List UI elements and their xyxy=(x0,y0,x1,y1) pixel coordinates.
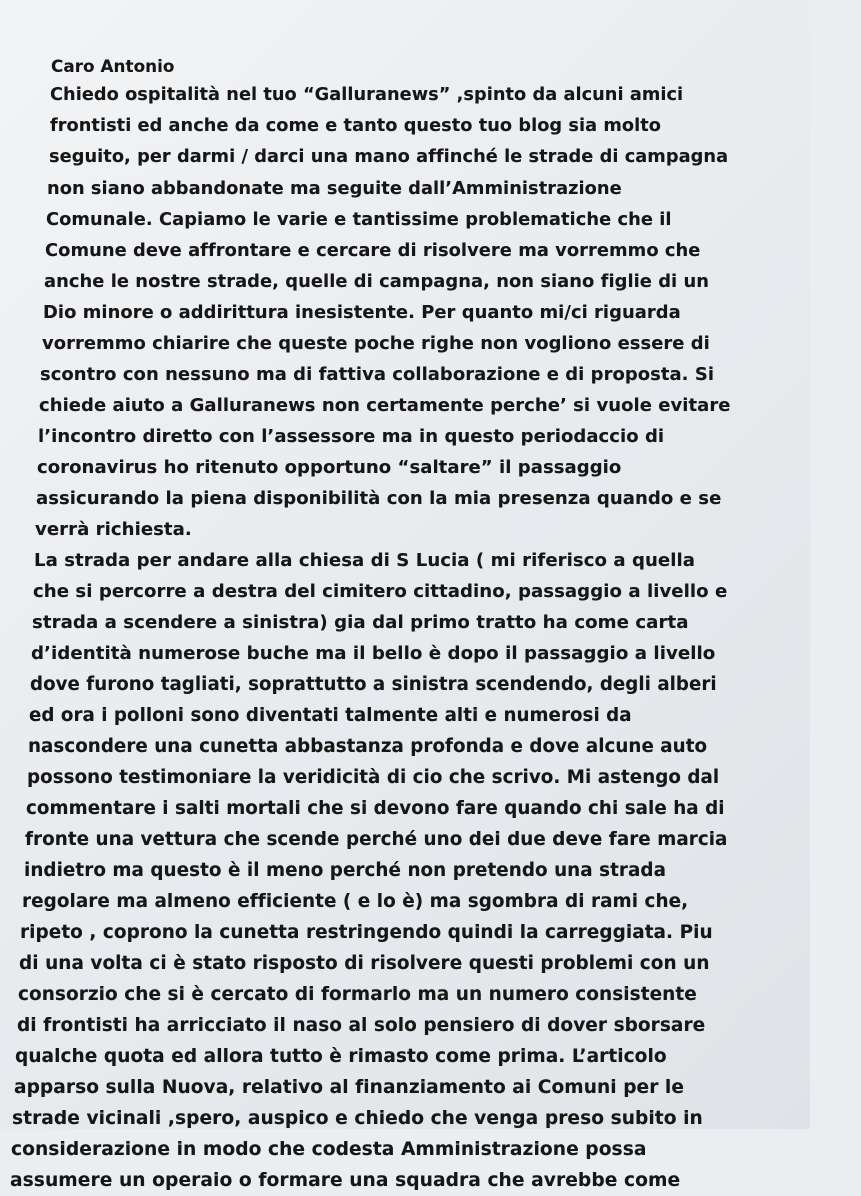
letter-line: regolare ma almeno efficiente ( e lo è) ma sgombra di rami che, xyxy=(22,891,689,912)
letter-line: assicurando la piena disponibilità con la mia presenza quando e se xyxy=(36,488,722,509)
letter-line: ripeto , coprono la cunetta restringendo quindi la carreggiata. Piu xyxy=(20,922,713,943)
letter-line: scontro con nessuno ma di fattiva collaborazione e di proposta. Si xyxy=(40,364,715,385)
letter-line: apparso sulla Nuova, relativo al finanziamento ai Comuni per le xyxy=(14,1077,685,1098)
letter-line: Chiedo ospitalità nel tuo “Galluranews” ,spinto da alcuni amici xyxy=(50,85,684,105)
letter-line: strada a scendere a sinistra) gia dal primo tratto ha come carta xyxy=(32,612,689,633)
letter-line: Comune deve affrontare e cercare di risolvere ma vorremmo che xyxy=(45,240,701,261)
letter-line: di frontisti ha arricciato il naso al solo pensiero di dover sborsare xyxy=(17,1015,706,1036)
letter-line: d’identità numerose buche ma il bello è dopo il passaggio a livello xyxy=(31,643,716,664)
letter-line: ed ora i polloni sono diventati talmente alti e numerosi da xyxy=(29,705,632,726)
letter-line: consorzio che si è cercato di formarlo ma un numero consistente xyxy=(18,984,697,1005)
letter-line: Comunale. Capiamo le varie e tantissime problematiche che il xyxy=(46,209,672,230)
letter-line: coronavirus ho ritenuto opportuno “saltare” il passaggio xyxy=(37,457,622,478)
letter-line: assumere un operaio o formare una squadra che avrebbe come xyxy=(10,1170,681,1191)
letter-line: che si percorre a destra del cimitero cittadino, passaggio a livello e xyxy=(33,581,728,602)
letter-line: non siano abbandonate ma seguite dall’Amministrazione xyxy=(47,178,622,199)
letter-line: dove furono tagliati, soprattutto a sinistra scendendo, degli alberi xyxy=(30,674,717,695)
letter-line: qualche quota ed allora tutto è rimasto come prima. L’articolo xyxy=(15,1046,667,1067)
letter-line: possono testimoniare la veridicità di cio che scrivo. Mi astengo dal xyxy=(27,767,720,788)
letter-line: l’incontro diretto con l’assessore ma in questo periodaccio di xyxy=(38,426,665,447)
letter-line: verrà richiesta. xyxy=(35,519,192,540)
letter-line: vorremmo chiarire che queste poche righe non vogliono essere di xyxy=(42,333,710,354)
letter-body xyxy=(0,53,810,1196)
letter-salutation: Caro Antonio xyxy=(51,56,175,76)
letter-line: indietro ma questo è il meno perché non pretendo una strada xyxy=(24,860,666,881)
letter-line: anche le nostre strade, quelle di campagna, non siano figlie di un xyxy=(44,271,710,292)
letter-line: considerazione in modo che codesta Amministrazione possa xyxy=(11,1139,647,1160)
letter-line: di una volta ci è stato risposto di risolvere questi problemi con un xyxy=(19,953,710,974)
letter-line: strade vicinali ,spero, auspico e chiedo che venga preso subito in xyxy=(12,1108,703,1129)
letter-line: fronte una vettura che scende perché uno dei due deve fare marcia xyxy=(25,829,728,850)
letter-line: commentare i salti mortali che si devono fare quando chi sale ha di xyxy=(26,798,725,819)
letter-line: chiede aiuto a Galluranews non certamente perche’ si vuole evitare xyxy=(39,395,731,416)
letter-line: La strada per andare alla chiesa di S Lucia ( mi riferisco a quella xyxy=(34,550,696,571)
letter-line: frontisti ed anche da come e tanto questo tuo blog sia molto xyxy=(50,116,661,136)
letter-line: Dio minore o addirittura inesistente. Per quanto mi/ci riguarda xyxy=(43,302,681,323)
letter-line: nascondere una cunetta abbastanza profonda e dove alcune auto xyxy=(28,736,708,757)
letter-line: seguito, per darmi / darci una mano affinché le strade di campagna xyxy=(49,147,729,167)
